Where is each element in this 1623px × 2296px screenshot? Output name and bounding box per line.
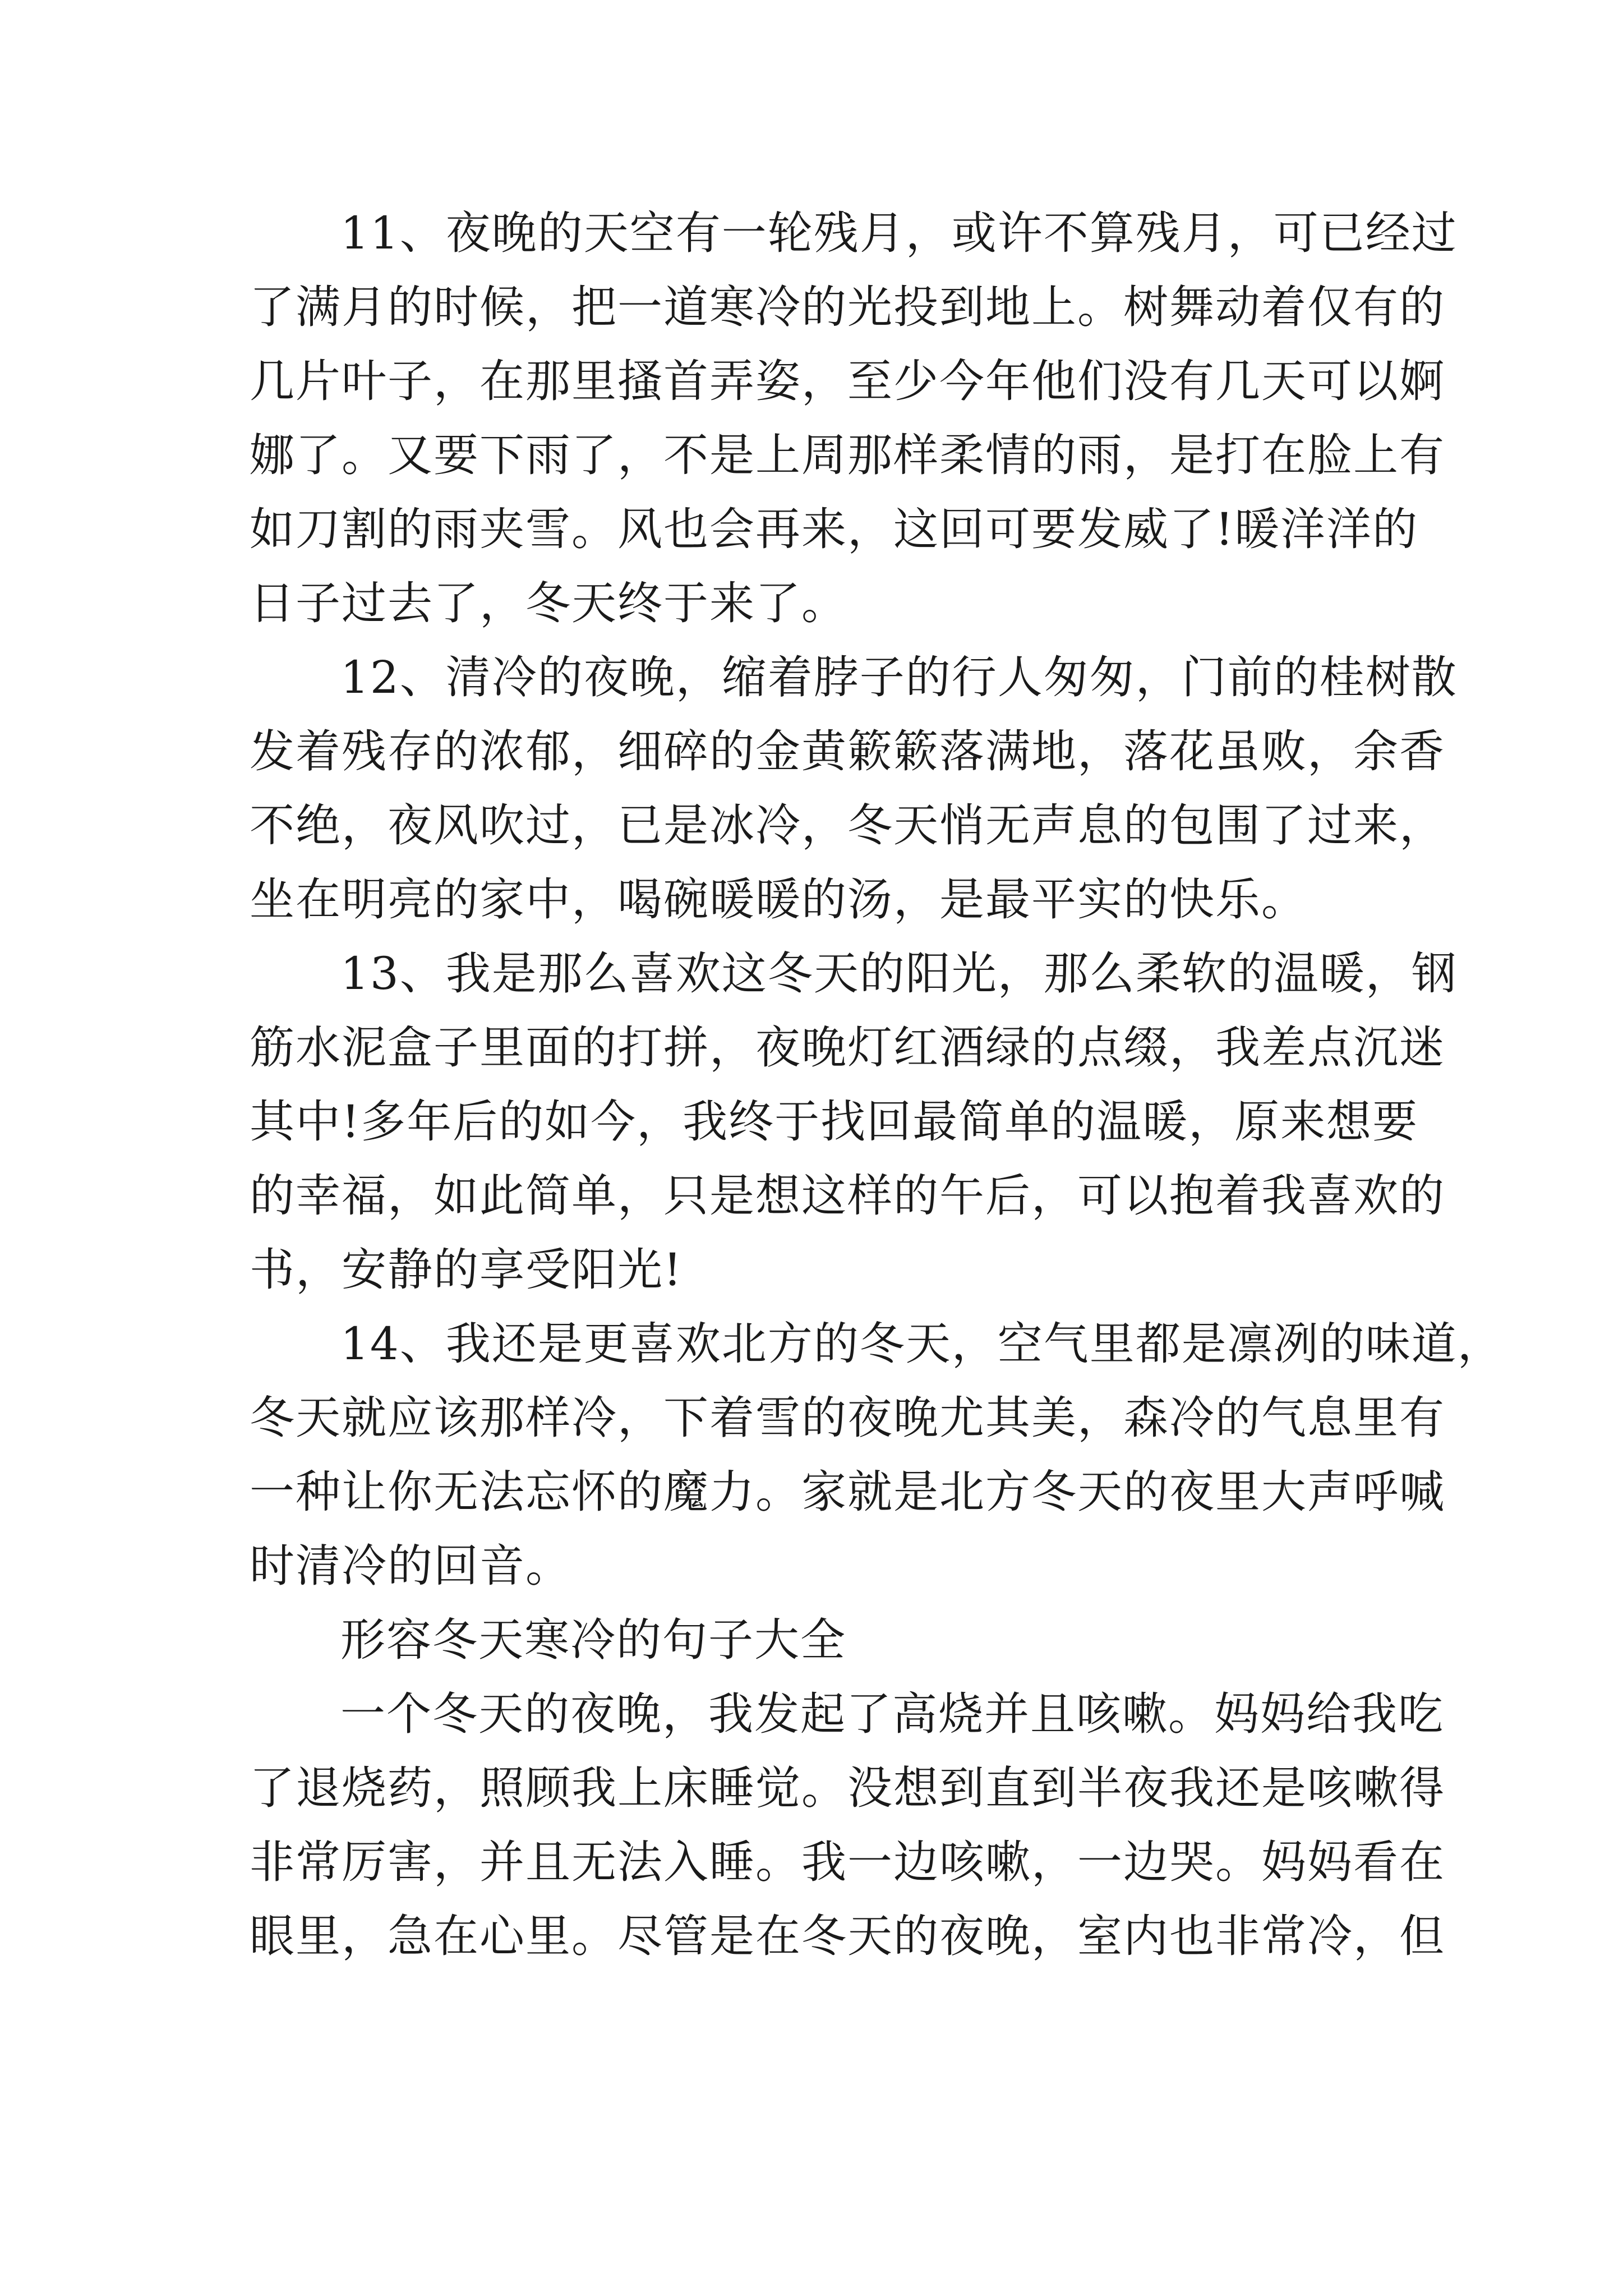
paragraph-11-line-5: 如刀割的雨夹雪。风也会再来，这回可要发威了!暖洋洋的 [250,503,1419,555]
paragraph-story-line-4: 眼里，急在心里。尽管是在冬天的夜晚，室内也非常冷，但 [250,1910,1445,1962]
paragraph-11-line-2: 了满月的时候，把一道寒冷的光投到地上。树舞动着仅有的 [250,281,1445,333]
paragraph-13-line-4: 的幸福，如此简单，只是想这样的午后，可以抱着我喜欢的 [250,1170,1445,1222]
paragraph-14-line-1: 14、我还是更喜欢北方的冬天，空气里都是凛冽的味道， [340,1318,1504,1370]
paragraph-12-line-2: 发着残存的浓郁，细碎的金黄簌簌落满地，落花虽败，余香 [250,725,1445,777]
paragraph-13-line-1: 13、我是那么喜欢这冬天的阳光，那么柔软的温暖，钢 [340,947,1458,1000]
section-heading: 形容冬天寒冷的句子大全 [340,1614,846,1666]
paragraph-11-line-4: 娜了。又要下雨了，不是上周那样柔情的雨，是打在脸上有 [250,429,1445,481]
paragraph-11-line-1: 11、夜晚的天空有一轮残月，或许不算残月，可已经过 [340,207,1458,259]
paragraph-12-line-1: 12、清冷的夜晚，缩着脖子的行人匆匆，门前的桂树散 [340,651,1458,703]
paragraph-11-line-3: 几片叶子，在那里搔首弄姿，至少今年他们没有几天可以婀 [250,355,1445,407]
paragraph-13-line-2: 筋水泥盒子里面的打拼，夜晚灯红酒绿的点缀，我差点沉迷 [250,1022,1445,1074]
paragraph-11-line-6: 日子过去了，冬天终于来了。 [250,577,847,629]
paragraph-13-line-5: 书，安静的享受阳光! [250,1244,683,1296]
paragraph-story-line-1: 一个冬天的夜晚，我发起了高烧并且咳嗽。妈妈给我吃 [340,1688,1444,1740]
paragraph-story-line-2: 了退烧药，照顾我上床睡觉。没想到直到半夜我还是咳嗽得 [250,1762,1445,1814]
paragraph-14-line-2: 冬天就应该那样冷，下着雪的夜晚尤其美，森冷的气息里有 [250,1392,1445,1444]
paragraph-14-line-3: 一种让你无法忘怀的魔力。家就是北方冬天的夜里大声呼喊 [250,1466,1445,1518]
document-body [250,196,1504,1973]
paragraph-12-line-4: 坐在明亮的家中，喝碗暖暖的汤，是最平实的快乐。 [250,873,1307,926]
paragraph-12-line-3: 不绝，夜风吹过，已是冰冷，冬天悄无声息的包围了过来， [250,799,1445,852]
paragraph-14-line-4: 时清冷的回音。 [250,1540,571,1592]
paragraph-story-line-3: 非常厉害，并且无法入睡。我一边咳嗽，一边哭。妈妈看在 [250,1836,1445,1888]
paragraph-13-line-3: 其中!多年后的如今，我终于找回最简单的温暖，原来想要 [250,1096,1419,1148]
